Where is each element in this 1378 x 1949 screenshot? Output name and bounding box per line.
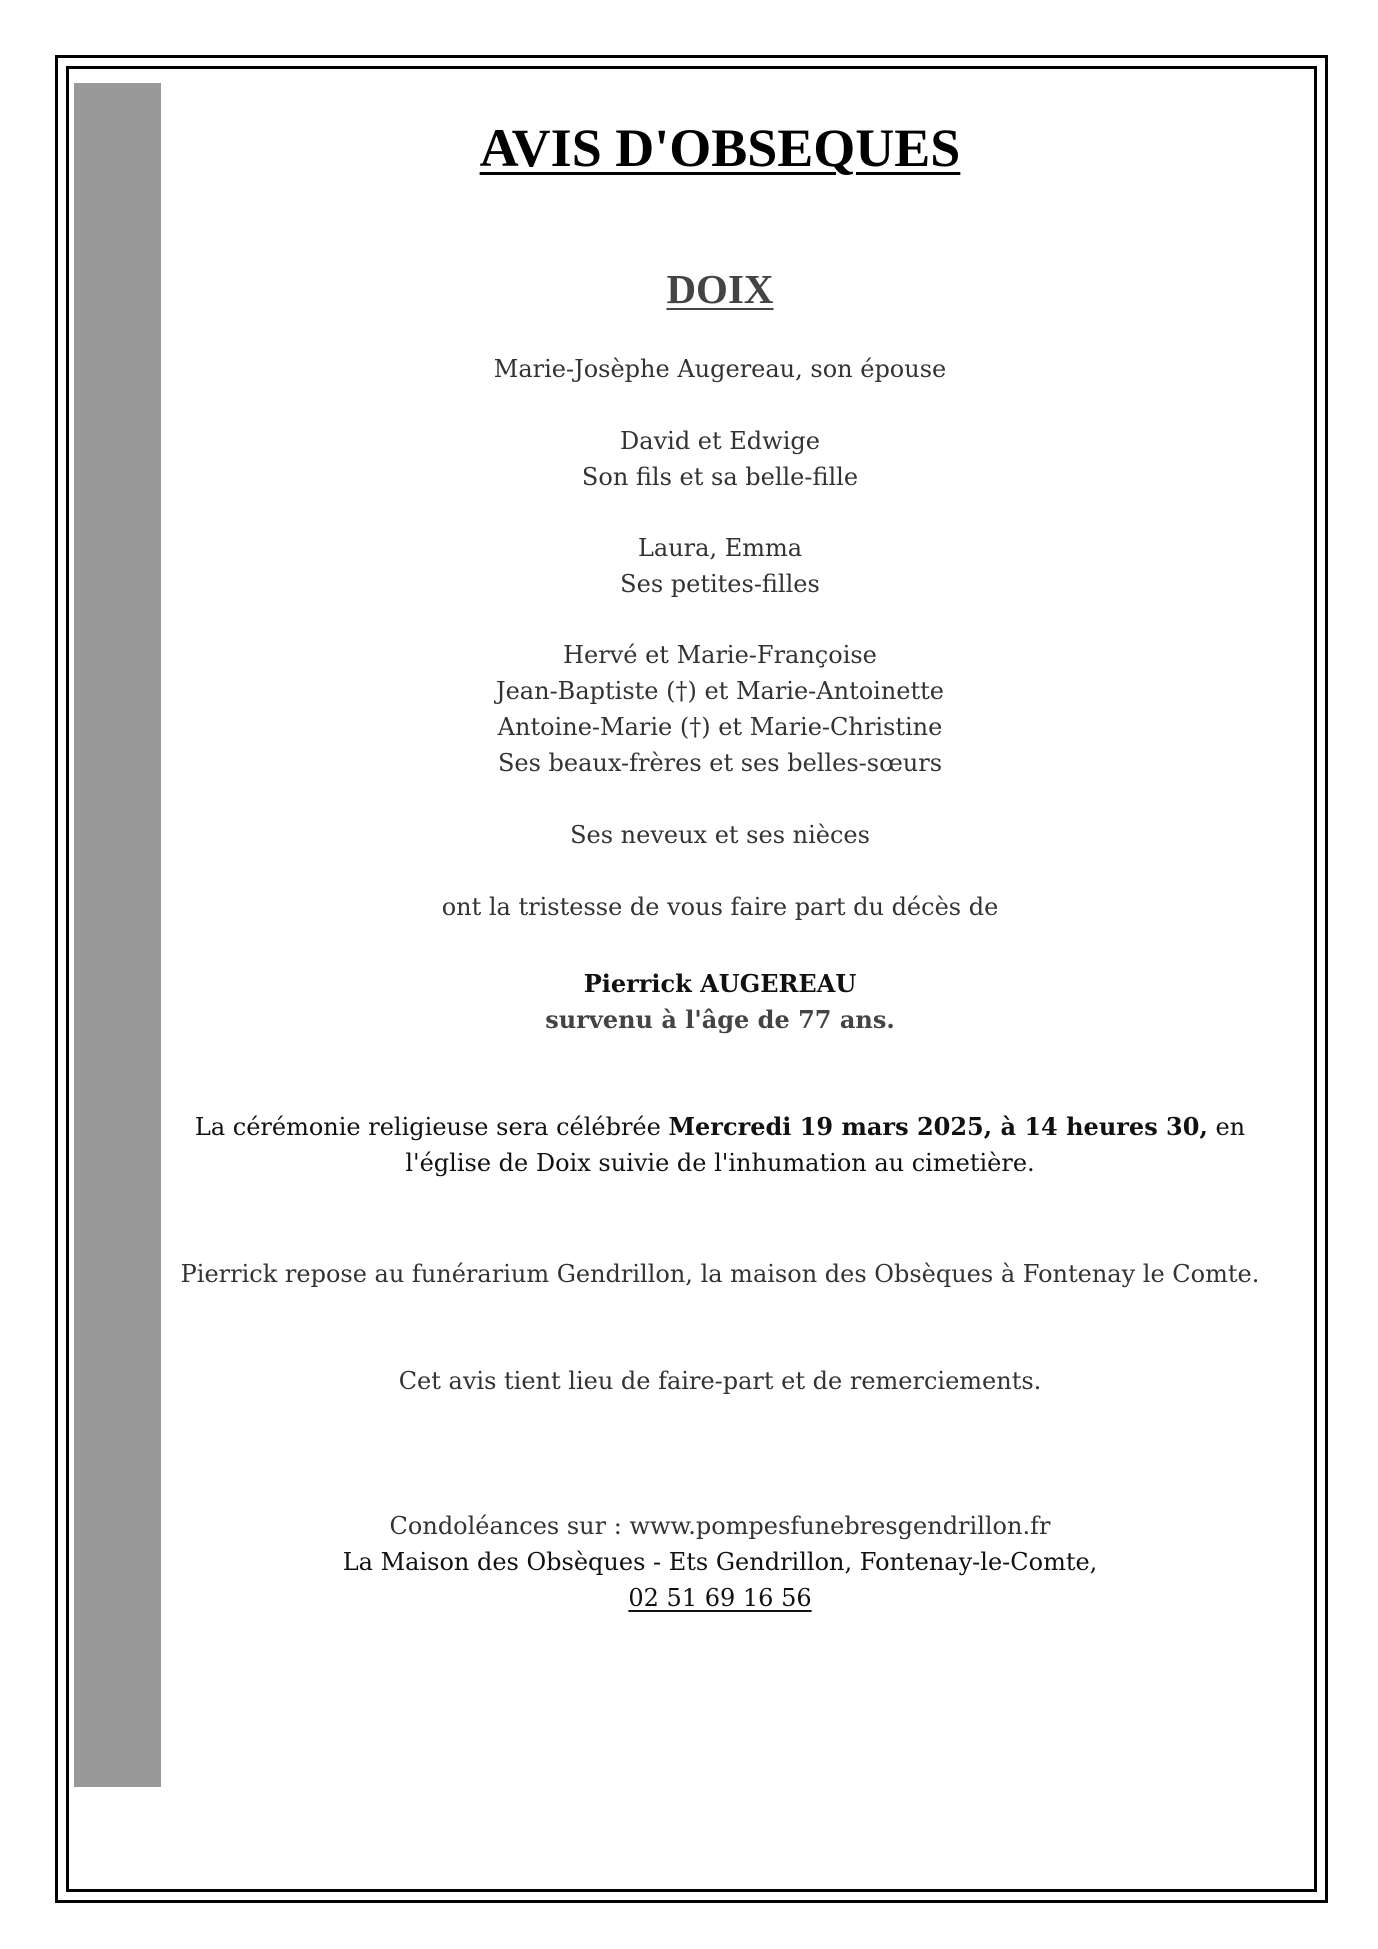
ceremony-datetime: Mercredi 19 mars 2025, à 14 heures 30, [668, 1112, 1208, 1141]
deceased-age: survenu à l'âge de 77 ans. [545, 1005, 895, 1034]
announcement-line: ont la tristesse de vous faire part du décès de [441, 893, 999, 921]
ceremony-suffix: en [1207, 1113, 1246, 1141]
spouse-line: Marie-Josèphe Augereau, son épouse [493, 355, 947, 383]
ceremony-prefix: La cérémonie religieuse sera célébrée [194, 1113, 669, 1141]
nephews-line: Ses neveux et ses nièces [570, 821, 870, 849]
condolences-line: Condoléances sur : www.pompesfunebresgendrillon.fr [389, 1512, 1051, 1540]
notice-note: Cet avis tient lieu de faire-part et de remerciements. [398, 1367, 1042, 1395]
funeral-home-line: La Maison des Obsèques - Ets Gendrillon, Fontenay-le-Comte, [342, 1548, 1098, 1576]
village-name: DOIX [666, 266, 774, 312]
phone-line [160, 1581, 1280, 1615]
in-laws-relation: Ses beaux-frères et ses belles-sœurs [497, 749, 943, 777]
deceased-name: Pierrick AUGEREAU [583, 969, 857, 998]
phone-number[interactable]: 02 51 69 16 56 [628, 1584, 812, 1612]
ceremony-line-1 [160, 1110, 1280, 1144]
notice-content [160, 0, 1280, 1949]
rest-place-line: Pierrick repose au funérarium Gendrillon, la maison des Obsèques à Fontenay le Comte. [180, 1260, 1260, 1288]
grandchildren-names: Laura, Emma [637, 534, 803, 562]
in-law-line-1: Hervé et Marie-Françoise [563, 641, 877, 669]
son-relation: Son fils et sa belle-fille [581, 463, 859, 491]
left-gray-sidebar [74, 83, 161, 1787]
son-names: David et Edwige [620, 427, 820, 455]
grandchildren-relation: Ses petites-filles [620, 570, 820, 598]
page-title: AVIS D'OBSEQUES [479, 118, 961, 178]
in-law-line-2: Jean-Baptiste (†) et Marie-Antoinette [495, 677, 944, 705]
ceremony-line-2: l'église de Doix suivie de l'inhumation au cimetière. [405, 1149, 1035, 1177]
in-law-line-3: Antoine-Marie (†) et Marie-Christine [497, 713, 943, 741]
